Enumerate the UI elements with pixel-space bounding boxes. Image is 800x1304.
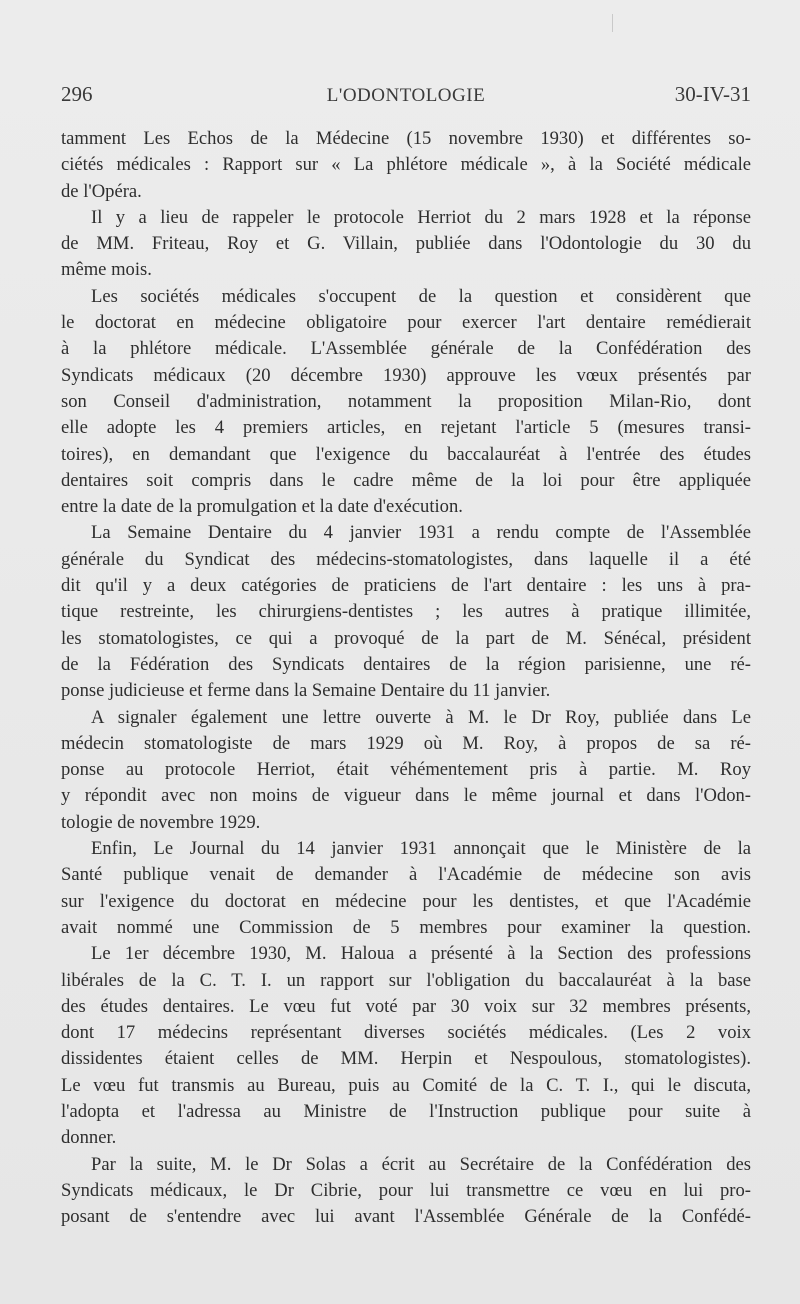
page-number: 296 [61,82,93,106]
text-line: tamment Les Echos de la Médecine (15 novembre 1930) et différentes so- [61,128,751,149]
text-line: posant de s'entendre avec lui avant l'Assemblée Générale de la Confédé- [61,1206,751,1228]
text-line: elle adopte les 4 premiers articles, en rejetant l'article 5 (mesures transi- [61,417,751,439]
text-line: toires), en demandant que l'exigence du baccalauréat à l'entrée des études [61,443,751,465]
scan-speck [612,14,613,32]
text-line: Enfin, Le Journal du 14 janvier 1931 annonçait que le Ministère de la [91,838,751,860]
text-line: A signaler également une lettre ouverte à M. le Dr Roy, publiée dans Le [91,706,751,728]
running-title: L'ODONTOLOGIE [326,85,486,106]
text-line: à la phlétore médicale. L'Assemblée générale de la Confédération des [61,338,751,360]
text-line: libérales de la C. T. I. un rapport sur l'obligation du baccalauréat à la base [61,969,751,991]
text-line: médecin stomatologiste de mars 1929 où M. Roy, à propos de sa ré- [61,732,751,754]
text-line: Le 1er décembre 1930, M. Haloua a présenté à la Section des professions [91,943,751,965]
text-line: son Conseil d'administration, notamment la proposition Milan-Rio, dont [61,390,751,412]
issue-date: 30-IV-31 [674,82,751,106]
text-line: ponse au protocole Herriot, était véhémentement pris à partie. M. Roy [61,759,751,781]
text-line: les stomatologistes, ce qui a provoqué de la part de M. Sénécal, président [61,627,751,649]
text-line: dont 17 médecins représentant diverses sociétés médicales. (Les 2 voix [61,1022,751,1044]
text-line: donner. [61,1127,117,1149]
text-line: avait nommé une Commission de 5 membres pour examiner la question. [61,916,751,938]
text-line: Par la suite, M. le Dr Solas a écrit au Secrétaire de la Confédération des [91,1153,751,1175]
text-line: Syndicats médicaux (20 décembre 1930) approuve les vœux présentés par [61,364,751,386]
text-line: tologie de novembre 1929. [61,811,261,833]
text-line: Il y a lieu de rappeler le protocole Herriot du 2 mars 1928 et la réponse [91,206,751,228]
text-line: le doctorat en médecine obligatoire pour exercer l'art dentaire remédierait [61,312,751,334]
text-line: dentaires soit compris dans le cadre même de la loi pour être appliquée [61,469,751,491]
text-line: ponse judicieuse et ferme dans la Semaine Dentaire du 11 janvier. [61,680,551,702]
body-text [61,126,751,1230]
text-line: entre la date de la promulgation et la date d'exécution. [61,496,463,518]
text-line: même mois. [61,259,152,281]
text-line: Syndicats médicaux, le Dr Cibrie, pour lui transmettre ce vœu en lui pro- [61,1179,751,1201]
text-line: de l'Opéra. [61,180,142,202]
text-line: dit qu'il y a deux catégories de praticiens de l'art dentaire : les uns à pra- [61,575,751,597]
text-line: de la Fédération des Syndicats dentaires de la région parisienne, une ré- [61,653,751,675]
text-line: y répondit avec non moins de vigueur dans le même journal et dans l'Odon- [61,785,751,807]
text-line: Les sociétés médicales s'occupent de la question et considèrent que [91,285,751,307]
page-header [61,82,751,116]
text-line: Santé publique venait de demander à l'Académie de médecine son avis [61,864,751,886]
text-line: dissidentes étaient celles de MM. Herpin et Nespoulous, stomatologistes). [61,1048,751,1070]
text-line: de MM. Friteau, Roy et G. Villain, publiée dans l'Odontologie du 30 du [61,233,751,255]
text-line: tique restreinte, les chirurgiens-dentistes ; les autres à pratique illimitée, [61,601,751,623]
text-line: générale du Syndicat des médecins-stomatologistes, dans laquelle il a été [61,548,751,570]
text-line: La Semaine Dentaire du 4 janvier 1931 a rendu compte de l'Assemblée [91,522,751,544]
text-line: sur l'exigence du doctorat en médecine pour les dentistes, et que l'Académie [61,890,751,912]
text-line: l'adopta et l'adressa au Ministre de l'Instruction publique pour suite à [61,1100,751,1122]
text-line: des études dentaires. Le vœu fut voté par 30 voix sur 32 membres présents, [61,995,751,1017]
text-line: Le vœu fut transmis au Bureau, puis au Comité de la C. T. I., qui le discuta, [61,1074,751,1096]
text-line: ciétés médicales : Rapport sur « La phlétore médicale », à la Société médicale [61,154,751,176]
